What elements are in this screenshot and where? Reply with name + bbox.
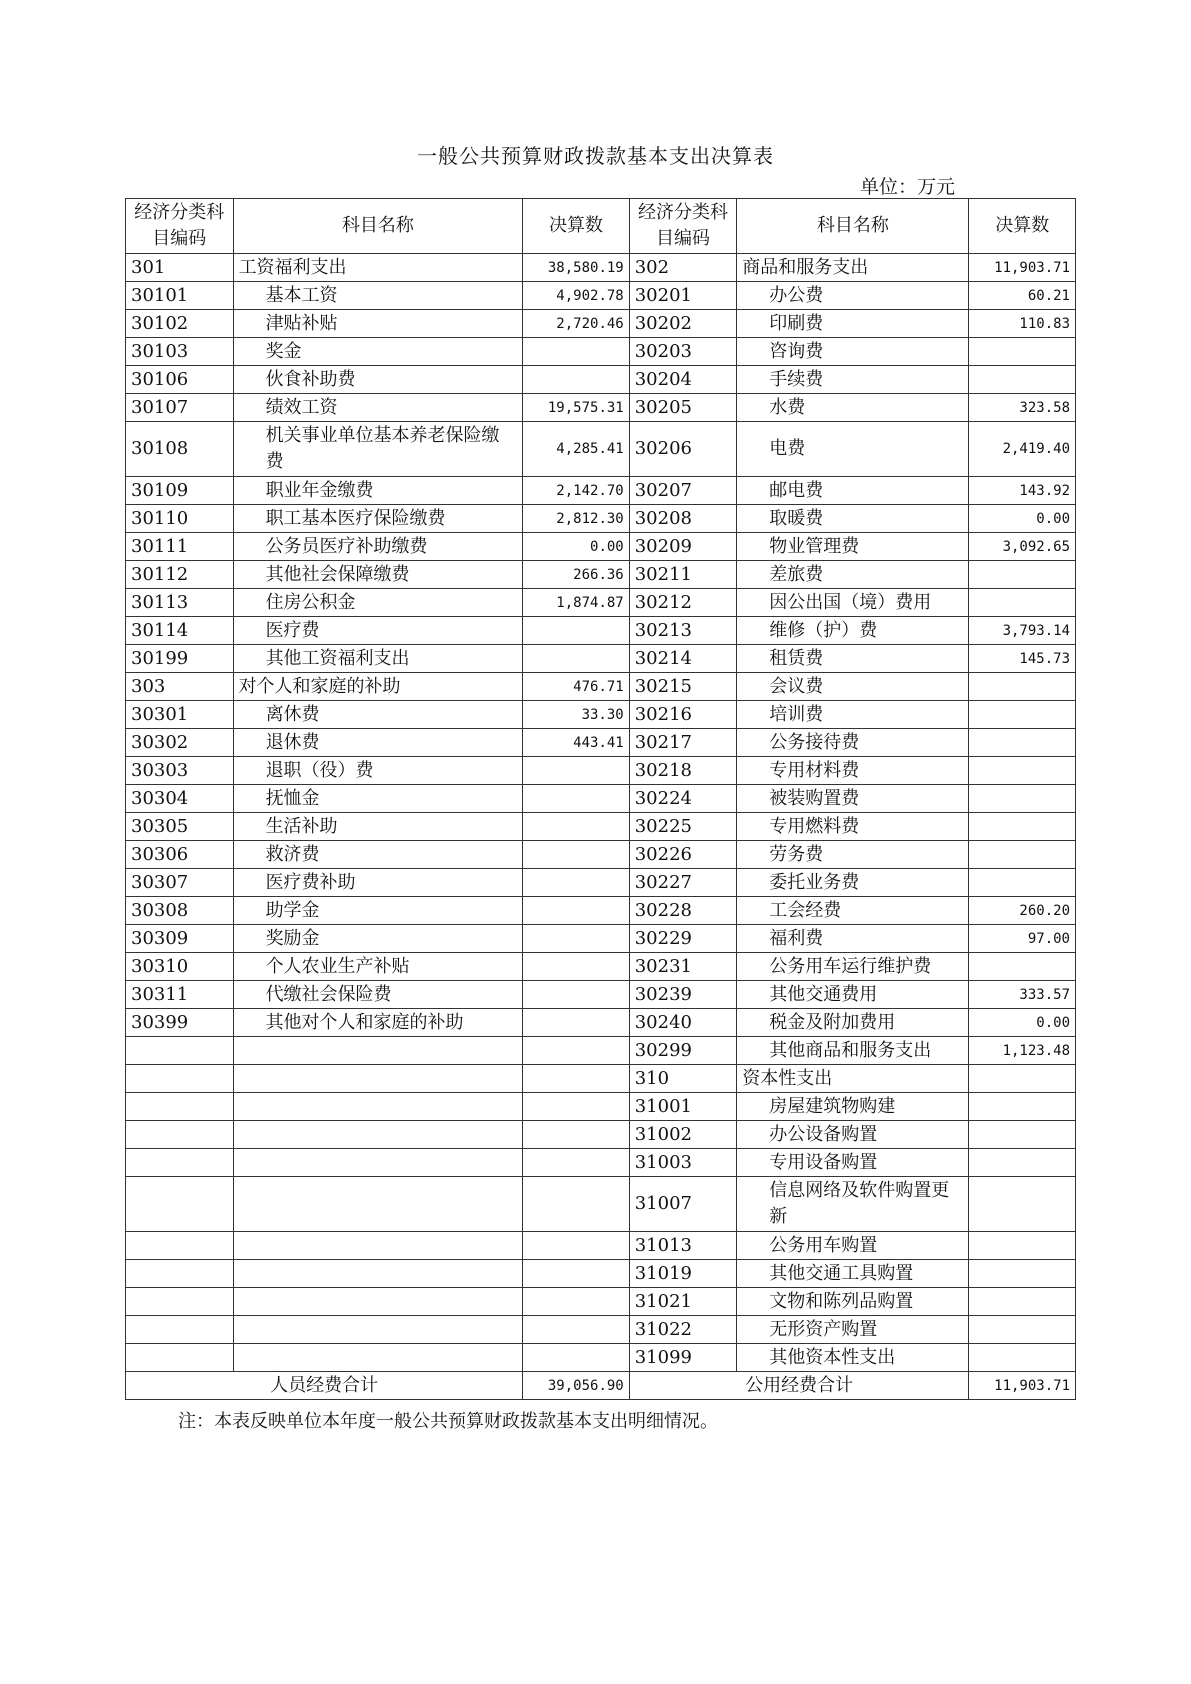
- right-amount-cell: [969, 1093, 1076, 1121]
- left-code-cell: [126, 1093, 234, 1121]
- personnel-total-label: 人员经费合计: [126, 1372, 523, 1400]
- left-amount-cell: [523, 1009, 630, 1037]
- table-row: [126, 1093, 1076, 1121]
- right-amount-cell: 11,903.71: [969, 254, 1076, 282]
- left-name-cell: [233, 1065, 523, 1093]
- left-amount-cell: [523, 1093, 630, 1121]
- public-total-value: 11,903.71: [969, 1372, 1076, 1400]
- right-code-cell: 31003: [629, 1149, 737, 1177]
- left-name-cell: 津贴补贴: [233, 310, 523, 338]
- right-code-cell: 30207: [629, 477, 737, 505]
- left-amount-header: 决算数: [523, 199, 630, 254]
- right-name-cell: 其他资本性支出: [737, 1344, 969, 1372]
- right-name-cell: 专用材料费: [737, 757, 969, 785]
- table-row: [126, 701, 1076, 729]
- table-row: [126, 1037, 1076, 1065]
- right-code-cell: 30229: [629, 925, 737, 953]
- table-row: [126, 1149, 1076, 1177]
- left-name-cell: 医疗费: [233, 617, 523, 645]
- left-code-cell: 30110: [126, 505, 234, 533]
- right-code-cell: 30239: [629, 981, 737, 1009]
- table-row: [126, 953, 1076, 981]
- right-code-cell: 31022: [629, 1316, 737, 1344]
- right-amount-cell: [969, 1260, 1076, 1288]
- right-amount-cell: 143.92: [969, 477, 1076, 505]
- left-code-cell: [126, 1177, 234, 1232]
- table-row: [126, 394, 1076, 422]
- right-name-cell: 租赁费: [737, 645, 969, 673]
- left-amount-cell: 0.00: [523, 533, 630, 561]
- right-code-cell: 30231: [629, 953, 737, 981]
- right-name-cell: 公务用车运行维护费: [737, 953, 969, 981]
- right-code-cell: 30240: [629, 1009, 737, 1037]
- right-name-cell: 专用设备购置: [737, 1149, 969, 1177]
- left-amount-cell: [523, 953, 630, 981]
- right-name-cell: 会议费: [737, 673, 969, 701]
- right-code-cell: 310: [629, 1065, 737, 1093]
- table-row: [126, 869, 1076, 897]
- left-code-cell: 30399: [126, 1009, 234, 1037]
- table-row: [126, 422, 1076, 477]
- right-amount-cell: 2,419.40: [969, 422, 1076, 477]
- right-name-cell: 培训费: [737, 701, 969, 729]
- right-name-cell: 公务接待费: [737, 729, 969, 757]
- right-code-cell: 31002: [629, 1121, 737, 1149]
- right-amount-cell: 323.58: [969, 394, 1076, 422]
- left-code-cell: 30311: [126, 981, 234, 1009]
- left-code-cell: 30113: [126, 589, 234, 617]
- left-name-cell: 伙食补助费: [233, 366, 523, 394]
- left-amount-cell: 33.30: [523, 701, 630, 729]
- right-code-cell: 30228: [629, 897, 737, 925]
- left-code-cell: [126, 1344, 234, 1372]
- right-code-cell: 302: [629, 254, 737, 282]
- right-name-cell: 咨询费: [737, 338, 969, 366]
- right-amount-cell: 333.57: [969, 981, 1076, 1009]
- left-code-cell: 30306: [126, 841, 234, 869]
- left-code-cell: 30307: [126, 869, 234, 897]
- right-code-cell: 31019: [629, 1260, 737, 1288]
- left-code-cell: 30301: [126, 701, 234, 729]
- left-code-cell: 303: [126, 673, 234, 701]
- left-amount-cell: [523, 841, 630, 869]
- right-code-cell: 30203: [629, 338, 737, 366]
- right-code-cell: 30213: [629, 617, 737, 645]
- right-code-cell: 30208: [629, 505, 737, 533]
- right-code-cell: 30225: [629, 813, 737, 841]
- right-amount-cell: [969, 841, 1076, 869]
- left-code-header: 经济分类科目编码: [126, 199, 234, 254]
- table-row: [126, 1344, 1076, 1372]
- right-name-cell: 被装购置费: [737, 785, 969, 813]
- left-code-cell: 30102: [126, 310, 234, 338]
- left-amount-cell: [523, 813, 630, 841]
- right-amount-cell: [969, 366, 1076, 394]
- left-name-cell: 医疗费补助: [233, 869, 523, 897]
- left-name-cell: 退职（役）费: [233, 757, 523, 785]
- table-row: [126, 533, 1076, 561]
- right-amount-cell: 60.21: [969, 282, 1076, 310]
- table-row: [126, 1260, 1076, 1288]
- left-name-cell: 退休费: [233, 729, 523, 757]
- right-code-cell: 30202: [629, 310, 737, 338]
- right-name-cell: 劳务费: [737, 841, 969, 869]
- right-code-cell: 30227: [629, 869, 737, 897]
- left-name-cell: 助学金: [233, 897, 523, 925]
- left-name-cell: [233, 1344, 523, 1372]
- right-amount-cell: [969, 953, 1076, 981]
- table-row: [126, 841, 1076, 869]
- right-name-cell: 公务用车购置: [737, 1232, 969, 1260]
- left-name-cell: 工资福利支出: [233, 254, 523, 282]
- right-amount-cell: [969, 1065, 1076, 1093]
- right-name-cell: 差旅费: [737, 561, 969, 589]
- right-name-cell: 委托业务费: [737, 869, 969, 897]
- left-name-cell: 个人农业生产补贴: [233, 953, 523, 981]
- right-code-header: 经济分类科目编码: [629, 199, 737, 254]
- left-code-cell: 30108: [126, 422, 234, 477]
- left-code-cell: 30114: [126, 617, 234, 645]
- unit-label: 单位：万元: [860, 176, 956, 198]
- table-row: [126, 981, 1076, 1009]
- table-row: [126, 729, 1076, 757]
- left-name-cell: 奖金: [233, 338, 523, 366]
- left-amount-cell: [523, 366, 630, 394]
- left-amount-cell: [523, 1260, 630, 1288]
- left-name-cell: 救济费: [233, 841, 523, 869]
- table-row: [126, 897, 1076, 925]
- left-name-cell: 其他工资福利支出: [233, 645, 523, 673]
- right-amount-cell: 0.00: [969, 505, 1076, 533]
- table-row: [126, 1009, 1076, 1037]
- right-amount-cell: 110.83: [969, 310, 1076, 338]
- right-amount-cell: [969, 1149, 1076, 1177]
- right-name-cell: 其他商品和服务支出: [737, 1037, 969, 1065]
- left-amount-cell: [523, 785, 630, 813]
- table-row: [126, 925, 1076, 953]
- right-code-cell: 30204: [629, 366, 737, 394]
- left-name-cell: 抚恤金: [233, 785, 523, 813]
- left-code-cell: 301: [126, 254, 234, 282]
- right-name-cell: 无形资产购置: [737, 1316, 969, 1344]
- right-amount-cell: [969, 1177, 1076, 1232]
- right-amount-cell: [969, 561, 1076, 589]
- right-code-cell: 30212: [629, 589, 737, 617]
- right-code-cell: 30205: [629, 394, 737, 422]
- table-row: [126, 645, 1076, 673]
- left-amount-cell: [523, 925, 630, 953]
- table-row: [126, 366, 1076, 394]
- left-name-cell: [233, 1149, 523, 1177]
- right-amount-header: 决算数: [969, 199, 1076, 254]
- left-code-cell: [126, 1288, 234, 1316]
- left-amount-cell: 476.71: [523, 673, 630, 701]
- left-name-cell: [233, 1037, 523, 1065]
- right-code-cell: 30201: [629, 282, 737, 310]
- left-code-cell: [126, 1065, 234, 1093]
- right-amount-cell: [969, 701, 1076, 729]
- expenditure-table: [125, 198, 1076, 1400]
- left-name-cell: [233, 1232, 523, 1260]
- table-row: [126, 673, 1076, 701]
- left-code-cell: 30305: [126, 813, 234, 841]
- table-row: [126, 505, 1076, 533]
- left-code-cell: 30112: [126, 561, 234, 589]
- left-code-cell: 30101: [126, 282, 234, 310]
- table-row: [126, 813, 1076, 841]
- table-row: [126, 1121, 1076, 1149]
- right-name-cell: 印刷费: [737, 310, 969, 338]
- table-row: [126, 785, 1076, 813]
- right-amount-cell: 145.73: [969, 645, 1076, 673]
- right-name-cell: 税金及附加费用: [737, 1009, 969, 1037]
- right-code-cell: 30218: [629, 757, 737, 785]
- right-code-cell: 31007: [629, 1177, 737, 1232]
- left-amount-cell: [523, 338, 630, 366]
- right-name-cell: 邮电费: [737, 477, 969, 505]
- left-code-cell: 30107: [126, 394, 234, 422]
- right-code-cell: 30224: [629, 785, 737, 813]
- right-amount-cell: 1,123.48: [969, 1037, 1076, 1065]
- right-amount-cell: [969, 1232, 1076, 1260]
- left-name-cell: 生活补助: [233, 813, 523, 841]
- right-code-cell: 30206: [629, 422, 737, 477]
- left-amount-cell: [523, 757, 630, 785]
- left-name-cell: 住房公积金: [233, 589, 523, 617]
- right-amount-cell: [969, 869, 1076, 897]
- left-name-cell: 基本工资: [233, 282, 523, 310]
- left-name-cell: 代缴社会保险费: [233, 981, 523, 1009]
- right-code-cell: 30209: [629, 533, 737, 561]
- left-name-cell: 奖励金: [233, 925, 523, 953]
- left-amount-cell: 443.41: [523, 729, 630, 757]
- left-name-cell: 其他社会保障缴费: [233, 561, 523, 589]
- right-code-cell: 30226: [629, 841, 737, 869]
- left-code-cell: 30106: [126, 366, 234, 394]
- left-code-cell: [126, 1316, 234, 1344]
- left-code-cell: 30304: [126, 785, 234, 813]
- right-code-cell: 31021: [629, 1288, 737, 1316]
- left-name-cell: 公务员医疗补助缴费: [233, 533, 523, 561]
- right-amount-cell: [969, 757, 1076, 785]
- left-amount-cell: 38,580.19: [523, 254, 630, 282]
- right-code-cell: 31013: [629, 1232, 737, 1260]
- table-row: [126, 1065, 1076, 1093]
- left-amount-cell: 4,902.78: [523, 282, 630, 310]
- left-name-cell: 绩效工资: [233, 394, 523, 422]
- table-row: [126, 1288, 1076, 1316]
- right-name-cell: 其他交通费用: [737, 981, 969, 1009]
- left-name-cell: [233, 1177, 523, 1232]
- public-total-label: 公用经费合计: [629, 1372, 969, 1400]
- right-name-cell: 文物和陈列品购置: [737, 1288, 969, 1316]
- right-amount-cell: [969, 785, 1076, 813]
- left-amount-cell: [523, 897, 630, 925]
- right-code-cell: 30216: [629, 701, 737, 729]
- right-amount-cell: [969, 1344, 1076, 1372]
- left-code-cell: 30103: [126, 338, 234, 366]
- left-amount-cell: [523, 645, 630, 673]
- left-code-cell: 30308: [126, 897, 234, 925]
- right-amount-cell: [969, 1121, 1076, 1149]
- page-title: 一般公共预算财政拨款基本支出决算表: [417, 144, 774, 168]
- left-name-cell: [233, 1260, 523, 1288]
- left-amount-cell: [523, 1065, 630, 1093]
- left-amount-cell: 1,874.87: [523, 589, 630, 617]
- table-body: [126, 254, 1076, 1372]
- left-name-header: 科目名称: [233, 199, 523, 254]
- left-name-cell: [233, 1288, 523, 1316]
- left-name-cell: [233, 1316, 523, 1344]
- right-name-cell: 工会经费: [737, 897, 969, 925]
- left-amount-cell: [523, 1288, 630, 1316]
- left-name-cell: 离休费: [233, 701, 523, 729]
- left-code-cell: [126, 1121, 234, 1149]
- left-code-cell: [126, 1149, 234, 1177]
- table-row: [126, 1232, 1076, 1260]
- left-name-cell: 机关事业单位基本养老保险缴费: [233, 422, 523, 477]
- right-amount-cell: [969, 729, 1076, 757]
- left-code-cell: 30303: [126, 757, 234, 785]
- left-code-cell: 30111: [126, 533, 234, 561]
- right-name-cell: 水费: [737, 394, 969, 422]
- left-amount-cell: [523, 1177, 630, 1232]
- table-row: [126, 310, 1076, 338]
- left-code-cell: 30109: [126, 477, 234, 505]
- right-amount-cell: 97.00: [969, 925, 1076, 953]
- left-code-cell: [126, 1232, 234, 1260]
- left-amount-cell: [523, 1344, 630, 1372]
- right-amount-cell: 3,793.14: [969, 617, 1076, 645]
- right-amount-cell: [969, 813, 1076, 841]
- left-amount-cell: [523, 1037, 630, 1065]
- left-code-cell: 30199: [126, 645, 234, 673]
- right-name-cell: 手续费: [737, 366, 969, 394]
- left-name-cell: 对个人和家庭的补助: [233, 673, 523, 701]
- left-amount-cell: [523, 1149, 630, 1177]
- left-name-cell: [233, 1121, 523, 1149]
- right-name-header: 科目名称: [737, 199, 969, 254]
- right-name-cell: 办公设备购置: [737, 1121, 969, 1149]
- right-code-cell: 31001: [629, 1093, 737, 1121]
- left-amount-cell: [523, 617, 630, 645]
- left-amount-cell: 4,285.41: [523, 422, 630, 477]
- left-name-cell: 其他对个人和家庭的补助: [233, 1009, 523, 1037]
- left-amount-cell: 2,142.70: [523, 477, 630, 505]
- right-name-cell: 取暖费: [737, 505, 969, 533]
- right-name-cell: 维修（护）费: [737, 617, 969, 645]
- left-code-cell: 30310: [126, 953, 234, 981]
- right-code-cell: 31099: [629, 1344, 737, 1372]
- right-name-cell: 信息网络及软件购置更新: [737, 1177, 969, 1232]
- table-row: [126, 338, 1076, 366]
- table-row: [126, 617, 1076, 645]
- right-name-cell: 物业管理费: [737, 533, 969, 561]
- right-code-cell: 30214: [629, 645, 737, 673]
- left-name-cell: [233, 1093, 523, 1121]
- right-amount-cell: [969, 589, 1076, 617]
- right-amount-cell: 3,092.65: [969, 533, 1076, 561]
- table-row: [126, 1316, 1076, 1344]
- footnote: 注：本表反映单位本年度一般公共预算财政拨款基本支出明细情况。: [178, 1411, 718, 1432]
- right-name-cell: 福利费: [737, 925, 969, 953]
- left-amount-cell: [523, 1316, 630, 1344]
- right-name-cell: 房屋建筑物购建: [737, 1093, 969, 1121]
- left-name-cell: 职工基本医疗保险缴费: [233, 505, 523, 533]
- right-amount-cell: [969, 673, 1076, 701]
- table-row: [126, 254, 1076, 282]
- right-name-cell: 商品和服务支出: [737, 254, 969, 282]
- totals-row: [126, 1372, 1076, 1400]
- right-code-cell: 30217: [629, 729, 737, 757]
- right-amount-cell: [969, 338, 1076, 366]
- left-amount-cell: [523, 869, 630, 897]
- right-amount-cell: 260.20: [969, 897, 1076, 925]
- left-name-cell: 职业年金缴费: [233, 477, 523, 505]
- right-amount-cell: [969, 1316, 1076, 1344]
- right-code-cell: 30299: [629, 1037, 737, 1065]
- right-name-cell: 因公出国（境）费用: [737, 589, 969, 617]
- header-row: [126, 199, 1076, 254]
- table-row: [126, 477, 1076, 505]
- left-amount-cell: 19,575.31: [523, 394, 630, 422]
- right-name-cell: 电费: [737, 422, 969, 477]
- right-name-cell: 资本性支出: [737, 1065, 969, 1093]
- personnel-total-value: 39,056.90: [523, 1372, 630, 1400]
- table-row: [126, 757, 1076, 785]
- left-amount-cell: 266.36: [523, 561, 630, 589]
- left-code-cell: 30302: [126, 729, 234, 757]
- left-code-cell: [126, 1260, 234, 1288]
- left-amount-cell: [523, 981, 630, 1009]
- left-amount-cell: [523, 1232, 630, 1260]
- right-amount-cell: 0.00: [969, 1009, 1076, 1037]
- left-code-cell: [126, 1037, 234, 1065]
- right-name-cell: 办公费: [737, 282, 969, 310]
- left-amount-cell: 2,720.46: [523, 310, 630, 338]
- left-code-cell: 30309: [126, 925, 234, 953]
- right-name-cell: 其他交通工具购置: [737, 1260, 969, 1288]
- left-amount-cell: 2,812.30: [523, 505, 630, 533]
- left-amount-cell: [523, 1121, 630, 1149]
- table-row: [126, 561, 1076, 589]
- right-code-cell: 30211: [629, 561, 737, 589]
- table-row: [126, 282, 1076, 310]
- right-amount-cell: [969, 1288, 1076, 1316]
- table-row: [126, 589, 1076, 617]
- table-row: [126, 1177, 1076, 1232]
- right-code-cell: 30215: [629, 673, 737, 701]
- right-name-cell: 专用燃料费: [737, 813, 969, 841]
